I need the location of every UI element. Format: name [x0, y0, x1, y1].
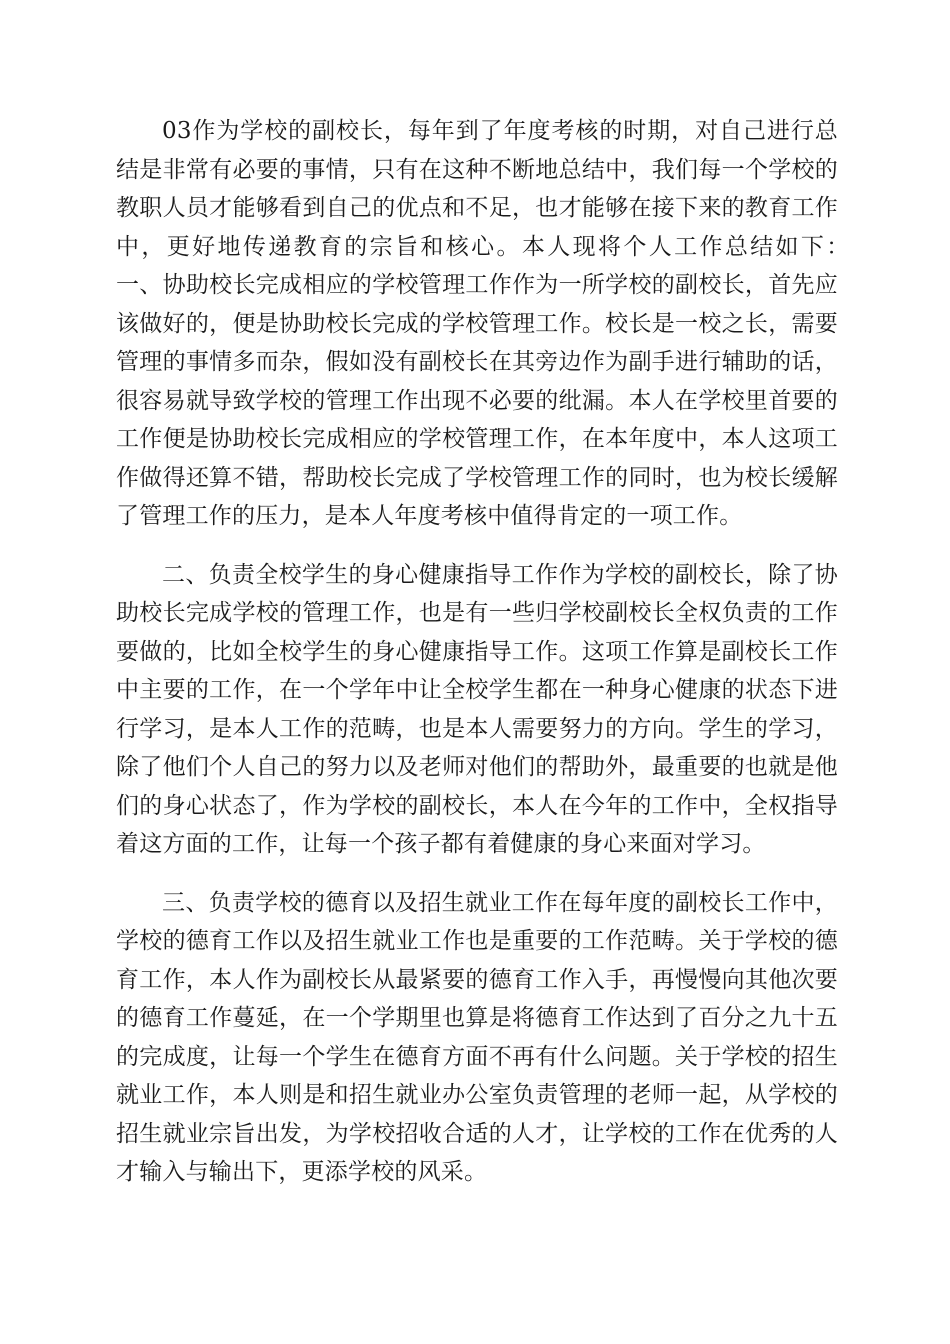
document-body	[116, 112, 885, 1212]
paragraph-2: 二、负责全校学生的身心健康指导工作作为学校的副校长，除了协助校长完成学校的管理工作，也是有一些归学校副校长全权负责的工作要做的，比如全校学生的身心健康指导工作。这项工作算是副校长工作中主要的工作，在一个学年中让全校学生都在一种身心健康的状态下进行学习，是本人工作的范畴，也是本人需要努力的方向。学生的学习，除了他们个人自己的努力以及老师对他们的帮助外，最重要的也就是他们的身心状态了，作为学校的副校长，本人在今年的工作中，全权指导着这方面的工作，让每一个孩子都有着健康的身心来面对学习。	[116, 561, 838, 857]
paragraph-1: 03作为学校的副校长，每年到了年度考核的时期，对自己进行总结是非常有必要的事情，只有在这种不断地总结中，我们每一个学校的教职人员才能够看到自己的优点和不足，也才能够在接下来的教育工作中，更好地传递教育的宗旨和核心。本人现将个人工作总结如下： 一、协助校长完成相应的学校管理工作作为一所学校的副校长，首先应该做好的，便是协助校长完成的学校管理工作。校长是一校之长，需要管理的事情多而杂，假如没有副校长在其旁边作为副手进行辅助的话，很容易就导致学校的管理工作出现不必要的纰漏。本人在学校里首要的工作便是协助校长完成相应的学校管理工作，在本年度中，本人这项工作做得还算不错，帮助校长完成了学校管理工作的同时，也为校长缓解了管理工作的压力，是本人年度考核中值得肯定的一项工作。	[116, 118, 885, 529]
paragraph-3: 三、负责学校的德育以及招生就业工作在每年度的副校长工作中，学校的德育工作以及招生就业工作也是重要的工作范畴。关于学校的德育工作，本人作为副校长从最紧要的德育工作入手，再慢慢向其他次要的德育工作蔓延，在一个学期里也算是将德育工作达到了百分之九十五的完成度，让每一个学生在德育方面不再有什么问题。关于学校的招生就业工作，本人则是和招生就业办公室负责管理的老师一起，从学校的招生就业宗旨出发，为学校招收合适的人才，让学校的工作在优秀的人才输入与输出下，更添学校的风采。	[116, 889, 838, 1185]
